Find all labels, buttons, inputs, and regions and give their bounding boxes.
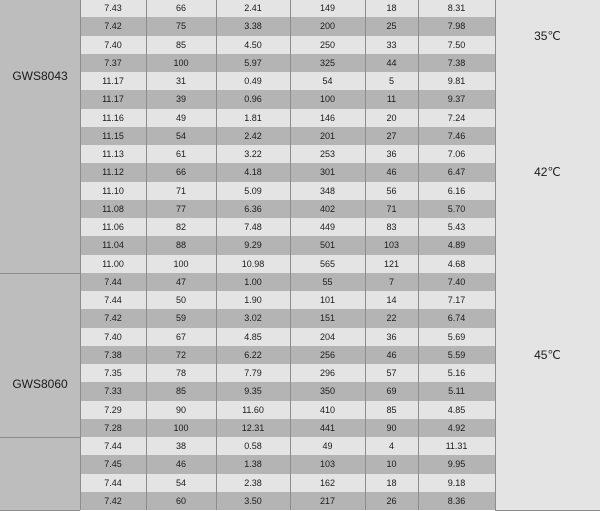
- table-cell: 20: [386, 112, 397, 123]
- table-cell: 2.42: [244, 130, 262, 141]
- table-cell: 7.38: [447, 57, 466, 68]
- table-cell: 7.28: [104, 422, 122, 433]
- table-cell: 2.41: [244, 3, 262, 14]
- table-cell: 33: [386, 39, 397, 50]
- temperature-label: 45℃: [495, 273, 600, 437]
- table-cell: 18: [386, 477, 397, 488]
- table-cell: 5.97: [244, 57, 262, 68]
- table-cell: 83: [386, 222, 397, 233]
- table-cell: 61: [175, 149, 186, 160]
- table-cell: 449: [319, 222, 336, 233]
- table-cell: 54: [175, 130, 186, 141]
- table-cell: 9.37: [447, 94, 466, 105]
- table-cell: 501: [319, 240, 336, 251]
- table-cell: 5.59: [447, 349, 466, 360]
- table-cell: 47: [175, 276, 186, 287]
- column-divider: [418, 0, 419, 510]
- table-cell: 100: [173, 258, 189, 269]
- table-cell: 85: [175, 39, 186, 50]
- temperature-label: 42℃: [495, 72, 600, 273]
- table-cell: 36: [386, 149, 397, 160]
- column-divider: [216, 0, 217, 510]
- table-cell: 217: [319, 495, 336, 506]
- table-cell: 9.29: [244, 240, 262, 251]
- table-cell: 66: [175, 167, 186, 178]
- table-cell: 60: [175, 495, 186, 506]
- table-cell: 402: [319, 203, 336, 214]
- table-cell: 4.89: [447, 240, 466, 251]
- table-cell: 11.13: [102, 149, 124, 160]
- table-cell: 18: [386, 3, 397, 14]
- table-cell: 7.44: [104, 295, 122, 306]
- table-cell: 54: [175, 477, 186, 488]
- table-cell: 6.74: [447, 313, 466, 324]
- table-cell: 7.06: [447, 149, 466, 160]
- table-cell: 90: [175, 404, 186, 415]
- model-label: [0, 474, 80, 492]
- table-cell: 11: [386, 94, 397, 105]
- table-cell: 82: [175, 222, 186, 233]
- table-cell: 3.22: [244, 149, 262, 160]
- table-cell: 59: [175, 313, 186, 324]
- table-cell: 103: [319, 459, 336, 470]
- table-cell: 3.50: [244, 495, 262, 506]
- table-cell: 7.37: [104, 57, 122, 68]
- table-cell: 1.81: [244, 112, 262, 123]
- table-cell: 77: [175, 203, 186, 214]
- table-cell: 1.90: [244, 295, 262, 306]
- table-cell: 121: [383, 258, 400, 269]
- table-cell: 301: [319, 167, 336, 178]
- table-cell: 11.06: [102, 222, 124, 233]
- table-cell: 11.08: [102, 203, 124, 214]
- table-cell: 7.42: [104, 21, 122, 32]
- table-cell: 46: [386, 349, 397, 360]
- table-cell: 9.81: [447, 76, 466, 87]
- table-cell: 26: [386, 495, 397, 506]
- table-cell: 4.85: [244, 331, 262, 342]
- model-column-cell: [0, 0, 80, 273]
- column-divider: [146, 0, 147, 510]
- table-cell: 11.17: [102, 94, 124, 105]
- table-cell: 69: [386, 386, 397, 397]
- table-cell: 7.44: [104, 477, 122, 488]
- table-cell: 5.11: [448, 386, 465, 397]
- temperature-label: 35℃: [495, 0, 600, 72]
- table-cell: 10.98: [241, 258, 265, 269]
- table-cell: 200: [319, 21, 336, 32]
- table-cell: 6.22: [244, 349, 262, 360]
- table-cell: 146: [319, 112, 336, 123]
- table-cell: 4.18: [244, 167, 262, 178]
- table-cell: 296: [319, 368, 336, 379]
- table-cell: 103: [383, 240, 400, 251]
- table-cell: 75: [175, 21, 186, 32]
- table-cell: 348: [319, 185, 336, 196]
- table-cell: 10: [386, 459, 397, 470]
- table-cell: 7.43: [104, 3, 122, 14]
- table-cell: 71: [386, 203, 397, 214]
- model-label: GWS8043: [12, 68, 68, 83]
- table-cell: 7: [388, 276, 394, 287]
- table-cell: 44: [386, 57, 397, 68]
- column-divider: [365, 0, 366, 510]
- table-cell: 7.29: [104, 404, 122, 415]
- table-cell: 7.40: [104, 331, 122, 342]
- table-cell: 325: [319, 57, 336, 68]
- table-cell: 31: [175, 76, 186, 87]
- table-cell: 11.12: [102, 167, 124, 178]
- table-cell: 85: [386, 404, 397, 415]
- column-divider: [495, 0, 496, 510]
- table-cell: 5.09: [244, 185, 262, 196]
- table-cell: 11.10: [102, 185, 124, 196]
- table-cell: 6.47: [447, 167, 466, 178]
- table-cell: 4.85: [447, 404, 466, 415]
- column-divider: [80, 0, 81, 510]
- table-cell: 7.35: [104, 368, 122, 379]
- table-cell: 0.49: [244, 76, 262, 87]
- table-cell: 9.18: [447, 477, 466, 488]
- table-cell: 7.48: [244, 222, 262, 233]
- table-cell: 11.00: [102, 258, 124, 269]
- table-cell: 7.44: [104, 276, 122, 287]
- table-cell: 88: [175, 240, 186, 251]
- table-cell: 57: [386, 368, 397, 379]
- table-cell: 7.24: [447, 112, 466, 123]
- table-cell: 72: [175, 349, 186, 360]
- table-cell: 7.98: [447, 21, 466, 32]
- table-cell: 410: [319, 404, 336, 415]
- table-cell: 7.40: [104, 39, 122, 50]
- table-cell: 67: [175, 331, 186, 342]
- table-cell: 14: [386, 295, 397, 306]
- table-cell: 7.40: [447, 276, 466, 287]
- table-cell: 25: [386, 21, 397, 32]
- table-cell: 6.36: [244, 203, 262, 214]
- table-cell: 50: [175, 295, 186, 306]
- table-cell: 250: [319, 39, 336, 50]
- table-cell: 253: [319, 149, 336, 160]
- table-cell: 11.60: [242, 404, 264, 415]
- table-cell: 49: [322, 441, 333, 452]
- table-cell: 11.15: [102, 130, 124, 141]
- table-cell: 85: [175, 386, 186, 397]
- table-cell: 4.68: [447, 258, 466, 269]
- table-cell: 7.46: [447, 130, 466, 141]
- table-cell: 100: [319, 94, 336, 105]
- table-cell: 49: [175, 112, 186, 123]
- temperature-label: [495, 437, 600, 510]
- table-cell: 3.38: [244, 21, 262, 32]
- table-cell: 0.96: [244, 94, 262, 105]
- table-cell: 5.43: [447, 222, 466, 233]
- table-cell: 11.17: [102, 76, 124, 87]
- table-cell: 46: [386, 167, 397, 178]
- table-cell: 201: [319, 130, 336, 141]
- table-cell: 22: [386, 313, 397, 324]
- table-cell: 11.16: [102, 112, 124, 123]
- table-cell: 441: [319, 422, 336, 433]
- table-cell: 4.50: [244, 39, 262, 50]
- table-cell: 9.35: [244, 386, 262, 397]
- table-cell: 5.16: [447, 368, 466, 379]
- column-divider: [290, 0, 291, 510]
- table-cell: 0.58: [244, 441, 262, 452]
- table-cell: 7.45: [104, 459, 122, 470]
- table-cell: 162: [319, 477, 336, 488]
- table-cell: 12.31: [241, 422, 265, 433]
- table-cell: 256: [319, 349, 336, 360]
- table-cell: 9.95: [447, 459, 466, 470]
- table-cell: 39: [175, 94, 186, 105]
- table-cell: 149: [319, 3, 336, 14]
- table-cell: 100: [173, 422, 189, 433]
- table-cell: 27: [386, 130, 397, 141]
- table-cell: 36: [386, 331, 397, 342]
- table-cell: 4.92: [447, 422, 466, 433]
- model-divider: [0, 273, 80, 274]
- table-cell: 204: [319, 331, 336, 342]
- table-cell: 8.36: [447, 495, 466, 506]
- table-cell: 7.42: [104, 313, 122, 324]
- table-cell: 2.38: [244, 477, 262, 488]
- table-cell: 6.16: [447, 185, 466, 196]
- table-cell: 100: [173, 57, 189, 68]
- table-cell: 7.38: [104, 349, 122, 360]
- table-cell: 7.33: [104, 386, 122, 397]
- table-cell: 7.79: [244, 368, 262, 379]
- table-cell: 5.70: [447, 203, 466, 214]
- table-cell: 350: [319, 386, 336, 397]
- table-cell: 66: [175, 3, 186, 14]
- table-cell: 55: [322, 276, 333, 287]
- table-cell: 7.50: [447, 39, 466, 50]
- table-cell: 8.31: [447, 3, 466, 14]
- table-cell: 101: [319, 295, 336, 306]
- table-cell: 46: [175, 459, 186, 470]
- table-cell: 1.38: [244, 459, 262, 470]
- table-cell: 5.69: [447, 331, 466, 342]
- table-cell: 5: [388, 76, 394, 87]
- table-cell: 71: [175, 185, 186, 196]
- table-cell: 1.00: [244, 276, 262, 287]
- table-cell: 78: [175, 368, 186, 379]
- table-cell: 7.42: [104, 495, 122, 506]
- table-cell: 56: [386, 185, 397, 196]
- table-cell: 54: [322, 76, 333, 87]
- table-cell: 7.17: [447, 295, 466, 306]
- table-cell: 3.02: [244, 313, 262, 324]
- table-cell: 4: [388, 441, 394, 452]
- table-cell: 38: [175, 441, 186, 452]
- table-cell: 151: [319, 313, 336, 324]
- table-cell: 90: [386, 422, 397, 433]
- model-divider: [0, 437, 80, 438]
- table-cell: 565: [319, 258, 336, 269]
- table-cell: 11.31: [445, 441, 468, 452]
- table-cell: 7.44: [104, 441, 122, 452]
- model-column-cell: [0, 273, 80, 437]
- table-cell: 11.04: [102, 240, 124, 251]
- model-label: GWS8060: [12, 377, 68, 392]
